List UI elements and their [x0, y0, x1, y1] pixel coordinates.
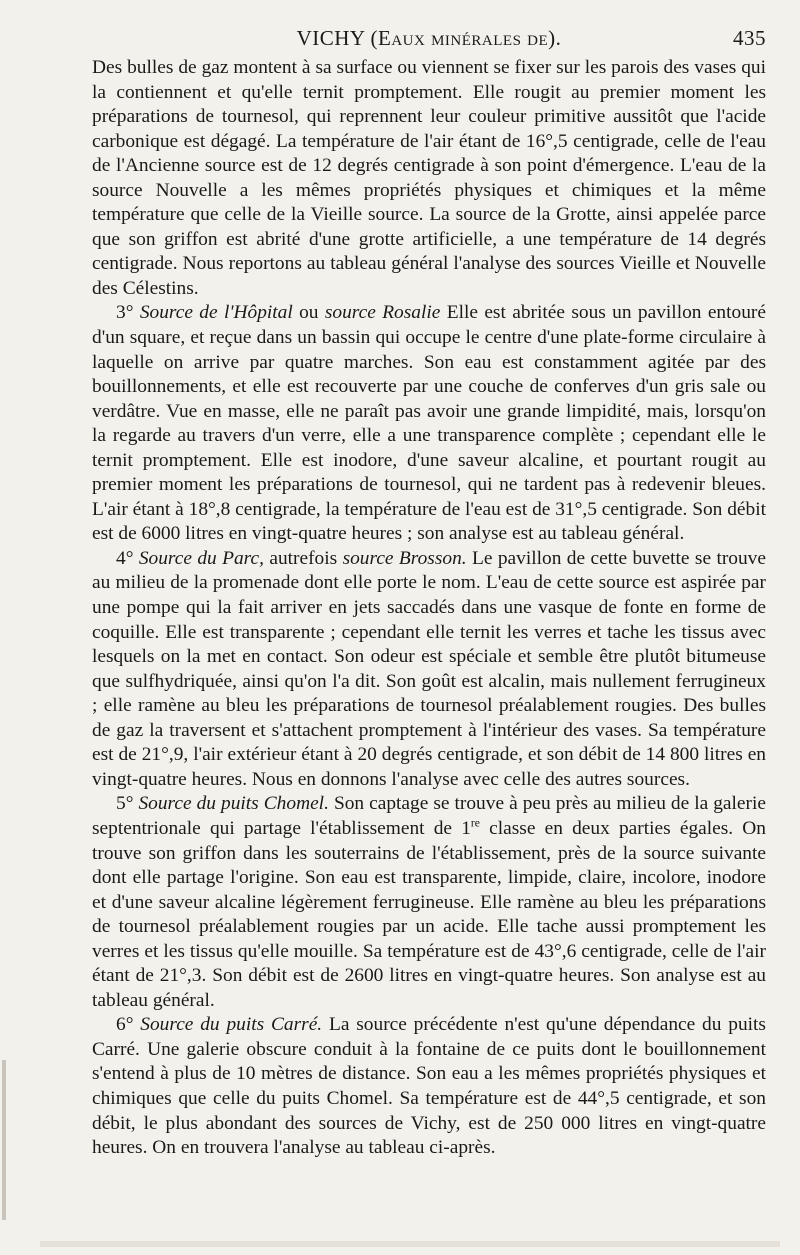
- paragraph-text: classe en deux parties égales. On trouve son griffon dans les souterrains de l'établissement, près de la source suivante dont elle partage l'origine. Son eau est transparente, limpide, claire, incolore, inodore et d'une saveur alcaline légèrement ferrugineuse. Elle ramène au bleu les préparations de tournesol préalablement rougies par un acide. Elle tache aussi promptement les verres et les tissus qu'elle mouille. Sa température est de 43°,6 centigrade, celle de l'air étant de 21°,3. Son débit est de 2600 litres en vingt-quatre heures. Son analyse est au tableau général.: [92, 817, 767, 1011]
- section-connector: ou: [292, 302, 325, 324]
- paragraph-puits-chomel: [92, 792, 766, 1013]
- paragraph-source-parc: [92, 547, 766, 792]
- paragraph-text: La source précédente n'est qu'une dépendance du puits Carré. Une galerie obscure conduit à la fontaine de ce puits dont le bouillonnement s'entend à plus de 10 mètres de distance. Son eau a les mêmes propriétés physiques et chimiques que celle du puits Chomel. Sa température est de 44°,5 centigrade, et son débit, le plus abondant des sources de Vichy, est de 250 000 litres en vingt-quatre heures. On en trouvera l'analyse au tableau ci-après.: [92, 1014, 766, 1159]
- body-text: [92, 56, 766, 1161]
- section-title: Source du puits Carré.: [140, 1014, 323, 1036]
- section-title: Source du Parc,: [138, 547, 264, 569]
- paragraph-text: Le pavillon de cette buvette se trouve au milieu de la promenade dont elle porte le nom. L'eau de cette source est aspirée par une pompe qui la fait arriver en jets saccadés dans une vasque de fonte en forme de coquille. Elle est transparente ; cependant elle ternit les verres et tache les tissus avec lesquels on la met en contact. Son odeur est spéciale et semble être plutôt bitumeuse que sulfhydriquée, ainsi qu'on l'a dit. Son goût est alcalin, mais nullement ferrugineux ; elle ramène au bleu les préparations de tournesol préalablement rougies. Des bulles de gaz la traversent et s'attachent promptement à l'intérieur des vases. Sa température est de 21°,9, l'air extérieur étant à 20 degrés centigrade, et son débit de 14 800 litres en vingt-quatre heures. Nous en donnons l'analyse avec celle des autres sources.: [92, 547, 766, 790]
- page-number: 435: [733, 26, 766, 50]
- section-number: 5°: [116, 793, 139, 815]
- paragraph-text-start: Son captage se trouve à peu près au milieu de la galerie septentrionale qui partage l'établissement de 1: [92, 793, 766, 839]
- section-connector: autrefois: [263, 547, 343, 569]
- section-title: Source de l'Hôpital: [139, 302, 293, 324]
- section-number: 4°: [116, 547, 139, 569]
- paragraph-text: Elle est abritée sous un pavillon entouré d'un square, et reçue dans un bassin qui occupe le centre d'une plate-forme circulaire à laquelle on arrive par quatre marches. Son eau est constamment agitée par des bouillonnements, et elle est recouverte par une couche de conferves d'un gris sale ou verdâtre. Vue en masse, elle ne paraît pas avoir une grande limpidité, mais, lorsqu'on la regarde au travers d'un verre, elle a une transparence complète ; cependant elle le ternit promptement. Elle est inodore, d'une saveur alcaline, et pourtant rougit au premier moment les préparations de tournesol, qui ne tardent pas à redevenir bleues. L'air étant à 18°,8 centigrade, la température de l'eau est de 31°,5 centigrade. Son débit est de 6000 litres en vingt-quatre heures ; son analyse est au tableau général.: [92, 302, 766, 545]
- paragraph-continuation: [92, 56, 766, 301]
- ordinal-superscript: re: [470, 816, 480, 830]
- paragraph-puits-carre: [92, 1013, 766, 1160]
- running-head: [92, 22, 766, 56]
- running-title-subtitle: (Eaux minérales de).: [370, 26, 562, 50]
- page-edge-shadow: [2, 1060, 6, 1220]
- paragraph-text: Des bulles de gaz montent à sa surface ou viennent se fixer sur les parois des vases qui la contiennent et qu'elle ternit promptement. Elle rougit au premier moment les préparations de tournesol, qui reprennent leur couleur primitive aussitôt que l'acide carbonique est dégagé. La température de l'air étant de 16°,5 centigrade, celle de l'eau de l'Ancienne source est de 12 degrés centigrade à son point d'émergence. L'eau de la source Nouvelle a les mêmes propriétés physiques et chimiques et la même température que celle de la Vieille source. La source de la Grotte, ainsi appelée parce que son griffon est abrité d'une grotte artificielle, a une température de 14 degrés centigrade. Nous reportons au tableau général l'analyse des sources Vieille et Nouvelle des Célestins.: [92, 57, 766, 299]
- section-number: 6°: [116, 1014, 141, 1036]
- paragraph-source-hopital: [92, 301, 766, 546]
- bleed-through-strip: [40, 1241, 780, 1247]
- running-title-main: VICHY: [296, 26, 365, 50]
- section-title-alt: source Brosson.: [342, 547, 467, 569]
- section-number: 3°: [116, 302, 140, 324]
- section-title-alt: source Rosalie: [324, 302, 441, 324]
- running-title: [92, 26, 766, 51]
- section-title: Source du puits Chomel.: [138, 793, 329, 815]
